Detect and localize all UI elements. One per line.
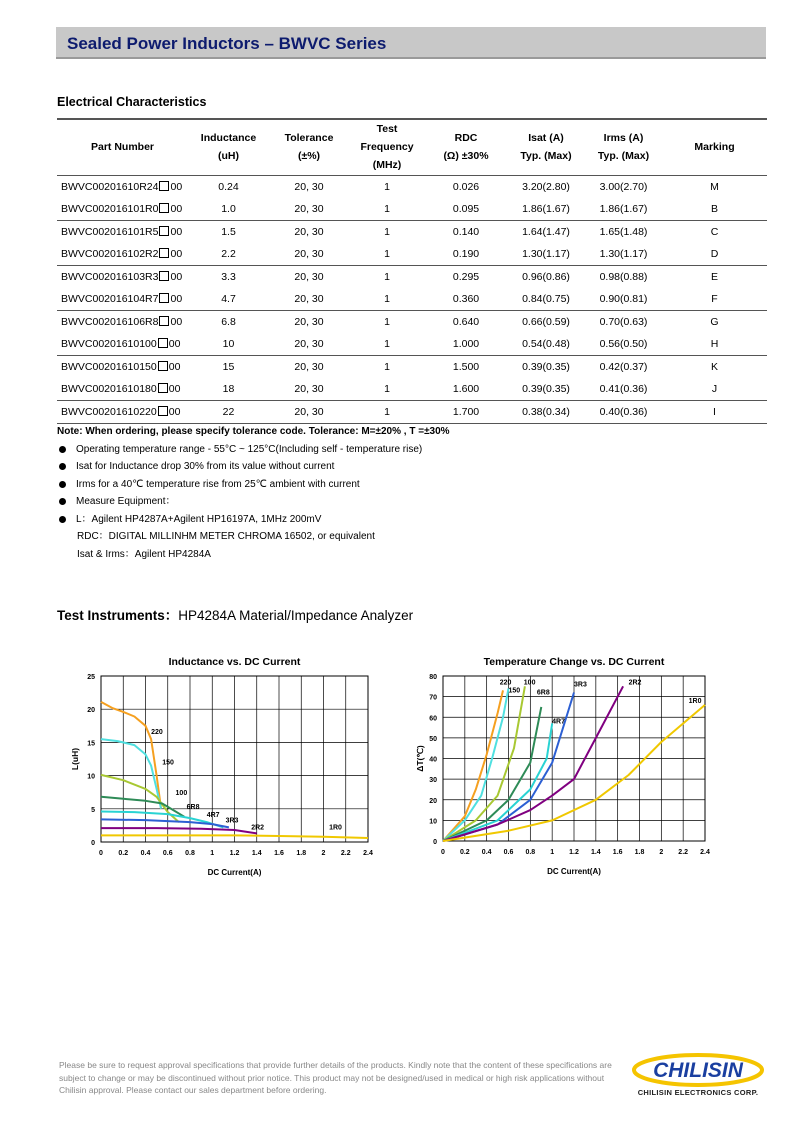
cell-rdc: 0.640 xyxy=(452,315,480,328)
series-label: 2R2 xyxy=(628,679,642,687)
cell-part-number: BWVC00201610220 00 xyxy=(57,400,188,423)
y-tick-label: 0 xyxy=(91,840,95,847)
cell-tol: 20, 30 xyxy=(269,400,349,423)
table-row xyxy=(57,400,767,423)
cell-isat: 1.30(1.17) xyxy=(507,243,585,266)
cell-tol: 20, 30 xyxy=(294,225,324,238)
cell-mark: C xyxy=(710,225,719,238)
cell-rdc: 0.295 xyxy=(452,270,480,283)
cell-irms: 0.56(0.50) xyxy=(585,333,662,356)
x-tick-label: 0.6 xyxy=(162,850,173,857)
note-bullet: Operating temperature range - 55°C ~ 125°C(Including self - temperature rise) xyxy=(57,441,450,459)
cell-freq: 1 xyxy=(349,378,425,401)
y-tick-label: 15 xyxy=(87,740,95,748)
x-tick-label: 2.2 xyxy=(678,849,689,856)
x-axis-label: DC Current(A) xyxy=(547,867,601,876)
cell-irms: 0.70(0.63) xyxy=(599,315,648,328)
cell-part-number: BWVC00201610180 00 xyxy=(57,378,188,401)
chart-title: Inductance vs. DC Current xyxy=(168,656,301,668)
cell-ind: 10 xyxy=(188,333,269,356)
table-row xyxy=(57,243,767,266)
y-tick-label: 80 xyxy=(429,674,437,681)
cell-tol: 20, 30 xyxy=(269,333,349,356)
table-row xyxy=(57,333,767,356)
header-tolerance: Tolerance (±%) xyxy=(284,132,334,163)
cell-rdc: 0.190 xyxy=(425,243,507,266)
cell-isat: 1.86(1.67) xyxy=(507,198,585,221)
cell-tol: 20, 30 xyxy=(294,360,324,373)
y-tick-label: 10 xyxy=(429,818,437,826)
cell-ind: 6.8 xyxy=(221,315,236,328)
y-axis-label: L(uH) xyxy=(70,747,80,771)
cell-rdc: 0.095 xyxy=(425,198,507,221)
x-tick-label: 0.2 xyxy=(459,849,470,856)
table-row xyxy=(57,220,767,243)
cell-ind: 4.7 xyxy=(188,288,269,311)
series-label: 150 xyxy=(508,687,521,695)
header-part-number: Part Number xyxy=(90,141,154,154)
table-row xyxy=(57,310,767,333)
cell-irms: 3.00(2.70) xyxy=(599,180,648,193)
cell-rdc: 0.026 xyxy=(452,180,480,193)
cell-part-number: BWVC002016104R7 00 xyxy=(57,288,188,311)
cell-tol: 20, 30 xyxy=(269,288,349,311)
x-tick-label: 1.2 xyxy=(569,849,579,856)
test-instruments-value: HP4284A Material/Impedance Analyzer xyxy=(178,608,414,623)
option-box xyxy=(158,383,168,393)
y-tick-label: 25 xyxy=(87,674,95,681)
cell-isat: 0.39(0.35) xyxy=(522,360,570,373)
header-rdc: RDC (Ω) ±30% xyxy=(443,132,489,163)
cell-irms: 1.65(1.48) xyxy=(599,225,648,238)
x-tick-label: 1.6 xyxy=(612,849,623,856)
cell-ind: 1.5 xyxy=(221,225,236,238)
cell-ind: 1.0 xyxy=(188,198,269,221)
cell-rdc: 0.140 xyxy=(452,225,480,238)
cell-part-number: BWVC002016106R8 00 xyxy=(61,315,183,328)
option-box xyxy=(158,406,168,416)
cell-tol: 20, 30 xyxy=(269,378,349,401)
cell-isat: 0.66(0.59) xyxy=(522,315,570,328)
x-tick-label: 0.4 xyxy=(140,850,151,857)
series-label: 3R3 xyxy=(225,817,239,825)
cell-part-number: BWVC002016101R5 00 xyxy=(61,225,183,238)
series-label: 6R8 xyxy=(536,689,550,697)
x-tick-label: 1.4 xyxy=(590,849,601,856)
cell-mark: F xyxy=(662,288,767,311)
table-row xyxy=(57,378,767,401)
x-tick-label: 0.8 xyxy=(185,850,195,857)
cell-irms: 0.42(0.37) xyxy=(599,360,648,373)
x-tick-label: 0 xyxy=(99,850,103,857)
option-box xyxy=(159,181,169,191)
series-label: 1R0 xyxy=(688,697,702,705)
chart-title: Temperature Change vs. DC Current xyxy=(483,656,665,668)
y-tick-label: 10 xyxy=(87,773,95,781)
cell-tol: 20, 30 xyxy=(294,180,324,193)
series-label: 3R3 xyxy=(574,681,587,689)
series-label: 150 xyxy=(162,759,174,767)
cell-freq: 1 xyxy=(384,360,390,373)
note-bullet: Irms for a 40℃ temperature rise from 25℃ ambient with current xyxy=(57,476,450,494)
cell-tol: 20, 30 xyxy=(294,270,324,283)
note-indent: RDC：DIGITAL MILLINHM METER CHROMA 16502, or equivalent xyxy=(77,531,375,542)
cell-rdc: 1.600 xyxy=(425,378,507,401)
cell-freq: 1 xyxy=(349,288,425,311)
header-irms: Irms (A) Typ. (Max) xyxy=(597,132,650,163)
header-test-frequency: Test Frequency (MHz) xyxy=(360,123,414,172)
cell-freq: 1 xyxy=(349,243,425,266)
series-line-6R8 xyxy=(443,707,541,841)
cell-isat: 0.38(0.34) xyxy=(507,400,585,423)
cell-mark: D xyxy=(662,243,767,266)
cell-mark: B xyxy=(662,198,767,221)
x-tick-label: 1 xyxy=(550,849,555,856)
cell-mark: G xyxy=(710,315,719,328)
table-row xyxy=(57,265,767,288)
cell-irms: 0.40(0.36) xyxy=(585,400,662,423)
x-tick-label: 2 xyxy=(659,849,664,856)
y-tick-label: 20 xyxy=(87,707,95,715)
option-box xyxy=(159,316,169,326)
cell-isat: 0.84(0.75) xyxy=(507,288,585,311)
cell-mark: E xyxy=(710,270,718,283)
table-row xyxy=(57,355,767,378)
cell-ind: 2.2 xyxy=(188,243,269,266)
cell-freq: 1 xyxy=(384,270,390,283)
x-tick-label: 2.4 xyxy=(363,850,373,857)
x-tick-label: 1.4 xyxy=(251,850,262,857)
cell-rdc: 1.700 xyxy=(425,400,507,423)
y-tick-label: 20 xyxy=(429,797,437,805)
cell-irms: 0.98(0.88) xyxy=(599,270,648,283)
cell-irms: 0.90(0.81) xyxy=(585,288,662,311)
series-line-2R2 xyxy=(101,828,257,833)
x-tick-label: 2 xyxy=(321,850,326,857)
x-tick-label: 2.4 xyxy=(700,849,710,856)
x-tick-label: 0 xyxy=(441,849,445,856)
x-tick-label: 1.8 xyxy=(296,850,307,857)
x-tick-label: 1.2 xyxy=(229,850,240,857)
electrical-characteristics-table xyxy=(57,118,767,424)
cell-tol: 20, 30 xyxy=(294,315,324,328)
cell-ind: 22 xyxy=(188,400,269,423)
series-label: 100 xyxy=(523,679,536,687)
note-bullet: Measure Equipment： xyxy=(57,493,450,511)
cell-rdc: 1.000 xyxy=(425,333,507,356)
cell-part-number: BWVC002016103R3 00 xyxy=(61,270,183,283)
inductance-chart xyxy=(62,650,380,885)
cell-ind: 0.24 xyxy=(218,180,239,193)
cell-mark: J xyxy=(662,378,767,401)
series-line-220 xyxy=(443,690,503,841)
cell-freq: 1 xyxy=(349,400,425,423)
cell-mark: M xyxy=(710,180,719,193)
ordering-note: Note: When ordering, please specify tolerance code. Tolerance: M=±20% , T =±30% xyxy=(57,426,450,437)
cell-mark: H xyxy=(662,333,767,356)
cell-isat: 0.96(0.86) xyxy=(522,270,570,283)
header-marking: Marking xyxy=(694,141,735,154)
y-axis-label: ΔT(℃) xyxy=(415,745,425,772)
cell-rdc: 1.500 xyxy=(452,360,480,373)
notes-block xyxy=(57,423,450,563)
note-bullet: Isat for Inductance drop 30% from its value without current xyxy=(57,458,450,476)
series-line-6R8 xyxy=(101,797,184,817)
y-tick-label: 50 xyxy=(429,735,437,743)
y-tick-label: 30 xyxy=(429,777,437,785)
series-label: 2R2 xyxy=(251,824,265,832)
cell-rdc: 0.360 xyxy=(425,288,507,311)
table-row xyxy=(57,175,767,198)
x-tick-label: 2.2 xyxy=(340,850,351,857)
cell-part-number: BWVC002016101R0 00 xyxy=(57,198,188,221)
header-inductance: Inductance (uH) xyxy=(200,132,257,163)
cell-irms: 1.86(1.67) xyxy=(585,198,662,221)
option-box xyxy=(158,361,168,371)
option-box xyxy=(159,293,169,303)
logo-subtitle: CHILISIN ELECTRONICS CORP. xyxy=(637,1088,759,1097)
cell-ind: 18 xyxy=(188,378,269,401)
series-label: 4R7 xyxy=(552,718,566,726)
test-instruments xyxy=(57,604,413,624)
cell-mark: I xyxy=(662,400,767,423)
y-tick-label: 0 xyxy=(433,839,437,846)
option-box xyxy=(159,226,169,236)
header-isat: Isat (A) Typ. (Max) xyxy=(520,132,572,163)
table-row xyxy=(57,288,767,311)
x-tick-label: 0.6 xyxy=(503,849,514,856)
cell-irms: 0.41(0.36) xyxy=(585,378,662,401)
series-label: 4R7 xyxy=(206,811,220,819)
series-label: 6R8 xyxy=(186,803,200,811)
cell-ind: 15 xyxy=(222,360,235,373)
section-title: Electrical Characteristics xyxy=(57,95,207,109)
cell-tol: 20, 30 xyxy=(269,243,349,266)
cell-isat: 0.54(0.48) xyxy=(507,333,585,356)
x-tick-label: 1.8 xyxy=(634,849,645,856)
cell-irms: 1.30(1.17) xyxy=(585,243,662,266)
note-indent: Isat & Irms：Agilent HP4284A xyxy=(77,548,211,560)
page-title: Sealed Power Inductors – BWVC Series xyxy=(67,34,387,53)
y-tick-label: 5 xyxy=(91,806,95,814)
cell-tol: 20, 30 xyxy=(269,198,349,221)
x-axis-label: DC Current(A) xyxy=(207,868,262,877)
table-row xyxy=(57,198,767,221)
option-box xyxy=(159,248,169,258)
cell-freq: 1 xyxy=(384,180,390,193)
cell-part-number: BWVC002016102R2 00 xyxy=(57,243,188,266)
x-tick-label: 0.2 xyxy=(118,850,129,857)
cell-freq: 1 xyxy=(349,333,425,356)
cell-part-number: BWVC00201610R24 00 xyxy=(61,180,183,193)
cell-part-number: BWVC00201610100 00 xyxy=(57,333,188,356)
option-box xyxy=(158,338,168,348)
y-tick-label: 70 xyxy=(429,694,437,702)
series-label: 1R0 xyxy=(329,824,342,832)
temperature-chart xyxy=(410,650,730,885)
cell-isat: 3.20(2.80) xyxy=(522,180,570,193)
series-line-3R3 xyxy=(101,819,229,827)
cell-mark: K xyxy=(710,360,718,373)
cell-freq: 1 xyxy=(384,225,390,238)
x-tick-label: 1 xyxy=(210,850,215,857)
x-tick-label: 0.8 xyxy=(525,849,536,856)
series-label: 100 xyxy=(175,789,188,797)
cell-part-number: BWVC00201610150 00 xyxy=(61,360,181,373)
logo-wordmark: CHILISIN xyxy=(653,1059,743,1082)
series-label: 220 xyxy=(499,679,512,687)
y-tick-label: 40 xyxy=(429,756,437,764)
option-box xyxy=(159,203,169,213)
x-tick-label: 0.4 xyxy=(481,849,492,856)
series-label: 220 xyxy=(151,728,163,736)
cell-isat: 0.39(0.35) xyxy=(507,378,585,401)
cell-freq: 1 xyxy=(349,198,425,221)
table-header-row xyxy=(57,119,767,175)
option-box xyxy=(159,271,169,281)
test-instruments-label: Test Instruments： xyxy=(57,608,179,623)
cell-ind: 3.3 xyxy=(221,270,236,283)
y-tick-label: 60 xyxy=(429,715,437,723)
note-bullet: L：Agilent HP4287A+Agilent HP16197A, 1MHz 200mV xyxy=(57,511,450,529)
header-bar xyxy=(56,27,766,59)
cell-isat: 1.64(1.47) xyxy=(522,225,570,238)
cell-freq: 1 xyxy=(384,315,390,328)
footer-disclaimer: Please be sure to request approval specifications that provide further details of the products. Kindly note that the content of these specifications are subject to change or may be discontinued without prior notice. This product may not be designed/used in medical or high risk applications without Chilisin approval. Please contact our sales department before ordering. xyxy=(59,1060,612,1095)
x-tick-label: 1.6 xyxy=(274,850,284,857)
